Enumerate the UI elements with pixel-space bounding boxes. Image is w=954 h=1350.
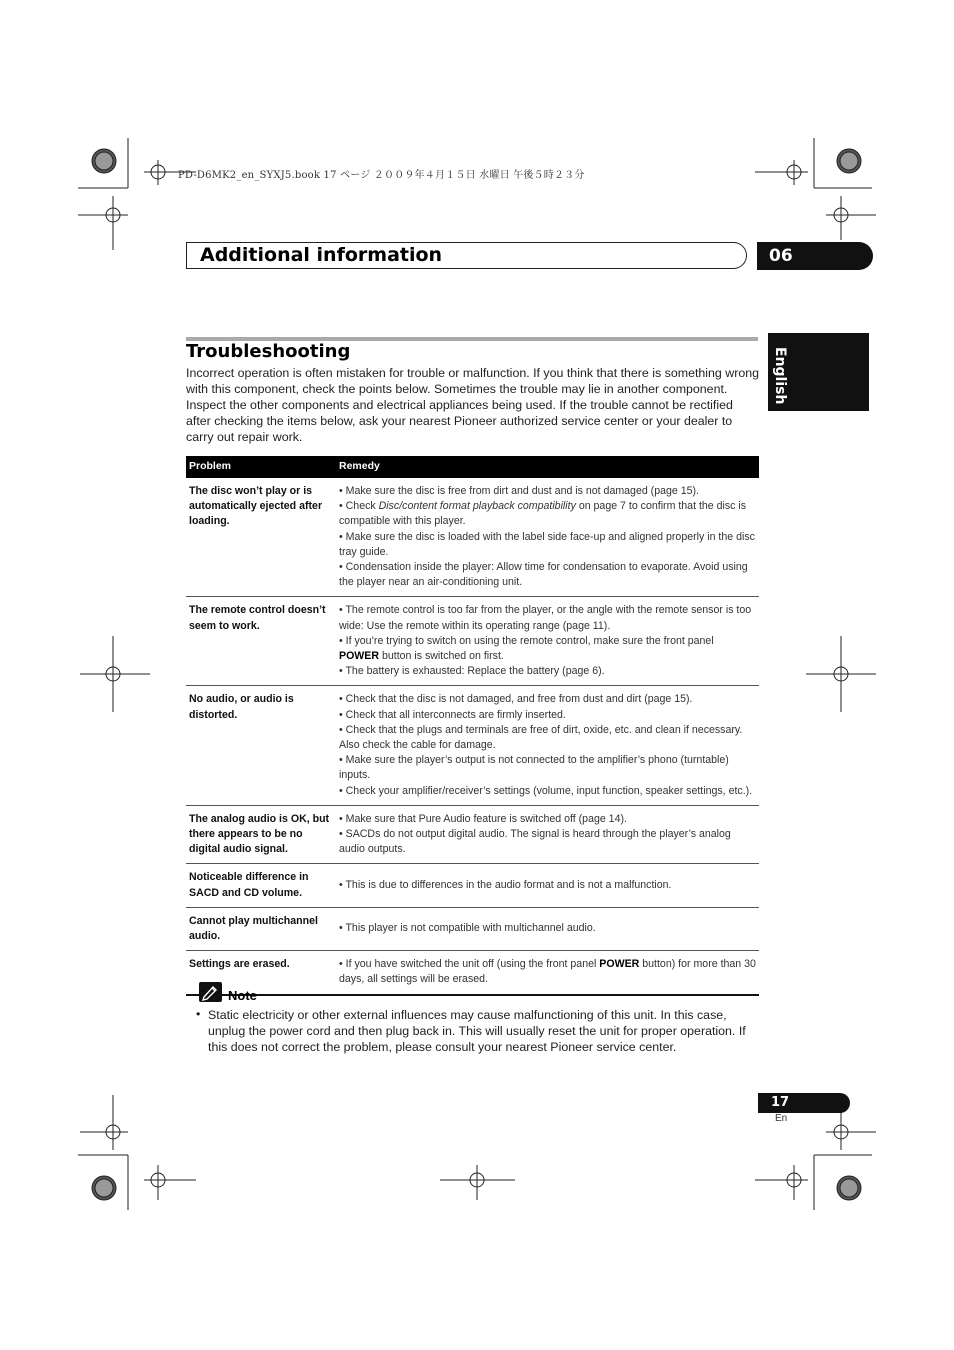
remedy-text: button is switched on first. xyxy=(379,650,504,663)
problem-cell: The remote control doesn’t seem to work. xyxy=(186,597,336,686)
table-row xyxy=(186,478,759,597)
remedy-cell xyxy=(336,907,759,950)
chapter-number: 06 xyxy=(757,242,873,270)
remedy-cell xyxy=(336,864,759,907)
problem-cell: The disc won’t play or is automatically ejected after loading. xyxy=(186,478,336,597)
remedy-item: • Check that the disc is not damaged, and free from dust and dirt (page 15). xyxy=(339,693,693,706)
language-tab-label: English xyxy=(772,347,788,405)
remedy-reference: Disc/content format playback compatibility xyxy=(378,500,576,513)
problem-cell: Settings are erased. xyxy=(186,951,336,995)
table-header-row xyxy=(186,456,759,478)
column-header-problem: Problem xyxy=(186,456,336,478)
problem-cell: Noticeable difference in SACD and CD volume. xyxy=(186,864,336,907)
remedy-item xyxy=(339,634,756,664)
remedy-text: • If you’re trying to switch on using the remote control, make sure the front panel xyxy=(339,634,714,647)
note-label: Note xyxy=(228,988,257,1003)
remedy-cell xyxy=(336,597,759,686)
table-row xyxy=(186,951,759,995)
remedy-item: • Make sure the disc is loaded with the label side face-up and aligned properly in the disc tray guide. xyxy=(339,530,755,558)
problem-cell: No audio, or audio is distorted. xyxy=(186,686,336,805)
remedy-item: • The remote control is too far from the player, or the angle with the remote sensor is too wide: Use the remote within its operating range (page 11). xyxy=(339,604,752,632)
remedy-item: • This player is not compatible with multichannel audio. xyxy=(339,922,596,935)
troubleshooting-table xyxy=(186,456,759,996)
remedy-item xyxy=(339,957,756,987)
remedy-cell xyxy=(336,951,759,995)
note-bullet: • xyxy=(196,1007,201,1021)
remedy-text: • If you have switched the unit off (using the front panel xyxy=(339,958,600,971)
remedy-item: • Make sure that Pure Audio feature is switched off (page 14). xyxy=(339,812,627,825)
table-row xyxy=(186,686,759,805)
remedy-item: • Check your amplifier/receiver’s settings (volume, input function, speaker settings, etc.). xyxy=(339,784,753,797)
remedy-item: • SACDs do not output digital audio. The signal is heard through the player’s analog audio outputs. xyxy=(339,828,731,856)
remedy-cell xyxy=(336,478,759,597)
page-number: 17 xyxy=(758,1093,850,1113)
remedy-item: • Condensation inside the player: Allow time for condensation to evaporate. Avoid using the player near an air-conditioning unit. xyxy=(339,561,748,589)
remedy-keyword: POWER xyxy=(339,650,380,663)
print-info: PD-D6MK2_en_SYXJ5.book 17 ページ ２００９年４月１５日 水曜日 午後５時２３分 xyxy=(178,170,585,181)
section-title: Troubleshooting xyxy=(186,341,351,362)
remedy-item xyxy=(339,499,756,529)
remedy-item: • Check that all interconnects are firmly inserted. xyxy=(339,708,566,721)
remedy-cell xyxy=(336,686,759,805)
table-row xyxy=(186,805,759,864)
remedy-item: • Check that the plugs and terminals are free of dirt, oxide, etc. and clean if necessary. Also check the cable for damage. xyxy=(339,723,743,752)
page-language: En xyxy=(775,1113,788,1124)
remedy-item: • This is due to differences in the audio format and is not a malfunction. xyxy=(339,879,672,892)
remedy-text: button) for more than 30 days, all settings will be erased. xyxy=(339,958,756,986)
table-row xyxy=(186,597,759,686)
note-pencil-icon xyxy=(199,982,222,1002)
note-text: Static electricity or other external influences may cause malfunctioning of this unit. In this case, unplug the power cord and then plug back in. This will usually reset the unit for proper operation. If this does not correct the problem, please consult your nearest Pioneer service center. xyxy=(208,1008,746,1054)
problem-cell: The analog audio is OK, but there appears to be no digital audio signal. xyxy=(186,805,336,864)
remedy-keyword: POWER xyxy=(599,958,640,971)
problem-cell: Cannot play multichannel audio. xyxy=(186,907,336,950)
remedy-item: • The battery is exhausted: Replace the battery (page 6). xyxy=(339,665,605,678)
chapter-title: Additional information xyxy=(200,244,443,266)
remedy-cell xyxy=(336,805,759,864)
table-row xyxy=(186,907,759,950)
table-row xyxy=(186,864,759,907)
remedy-item: • Make sure the player’s output is not connected to the amplifier’s phono (turntable) inputs. xyxy=(339,754,729,782)
remedy-text: • Check xyxy=(339,500,379,513)
remedy-text: on page 7 to confirm that the disc is compatible with this player. xyxy=(339,500,747,528)
remedy-item: • Make sure the disc is free from dirt and dust and is not damaged (page 15). xyxy=(339,485,699,497)
column-header-remedy: Remedy xyxy=(336,456,759,478)
section-intro: Incorrect operation is often mistaken for trouble or malfunction. If you think that there is something wrong with this component, check the points below. Sometimes the trouble may lie in another component. Inspect the other components and electrical appliances being used. If the trouble cannot be rectified after checking the items below, ask your nearest Pioneer authorized service center or your dealer to carry out repair work. xyxy=(186,366,760,444)
